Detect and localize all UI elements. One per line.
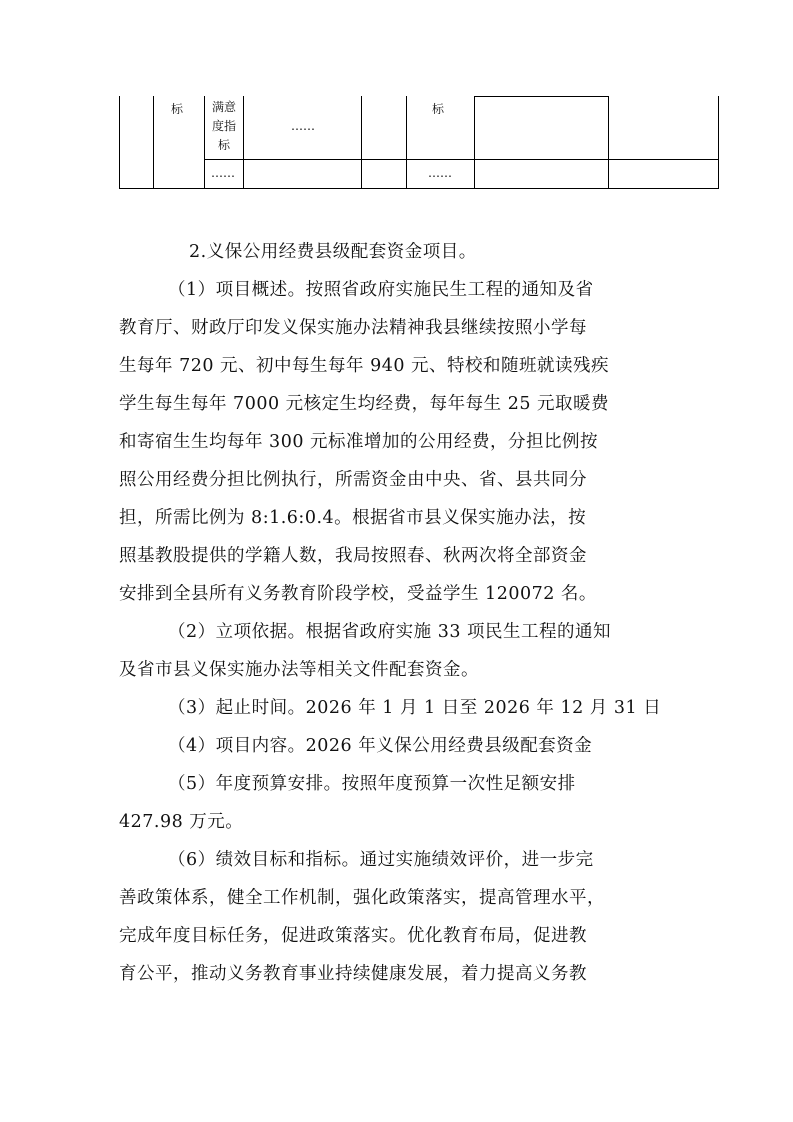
table-col-divider [243, 96, 244, 188]
performance-table-fragment [0, 0, 793, 200]
paragraph-period: （3）起止时间。2026 年 1 月 1 日至 2026 年 12 月 31 日 [168, 698, 662, 718]
table-col-divider [204, 96, 205, 188]
table-border-left [119, 96, 120, 188]
table-cell: 标 [432, 102, 445, 116]
paragraph-project-basis: （2）立项依据。根据省政府实施 33 项民生工程的通知 及省市县义保实施办法等相关文件配套资金。 [119, 622, 612, 680]
table-cell-metric-name: 满意 度指 标 [211, 100, 236, 152]
table-border-right [718, 96, 719, 188]
section-heading: 2.义保公用经费县级配套资金项目。 [189, 242, 477, 262]
table-cell-metric-value: …… [291, 119, 315, 133]
table-cell: 标 [171, 102, 184, 116]
table-cell: …… [211, 166, 235, 180]
table-line [474, 96, 609, 97]
table-col-divider [608, 96, 609, 188]
paragraph-content: （4）项目内容。2026 年义保公用经费县级配套资金 [168, 736, 593, 756]
table-col-divider [361, 96, 362, 188]
table-col-divider [406, 96, 407, 188]
table-col-divider [153, 96, 154, 188]
table-line [204, 159, 719, 160]
table-bottom-border [119, 188, 719, 189]
table-cell: …… [428, 166, 452, 180]
table-col-divider [474, 96, 475, 188]
paragraph-budget: （5）年度预算安排。按照年度预算一次性足额安排 427.98 万元。 [119, 774, 576, 832]
paragraph-performance-goals: （6）绩效目标和指标。通过实施绩效评价，进一步完 善政策体系，健全工作机制，强化政策落实，提高管理水平， 完成年度目标任务，促进政策落实。优化教育布局，促进教 育公平，推动义务教育事业持续健康发展，着力提高义务教 [119, 850, 605, 984]
paragraph-project-overview: （1）项目概述。按照省政府实施民生工程的通知及省 教育厅、财政厅印发义保实施办法精神我县继续按照小学每 生每年 720 元、初中每生每年 940 元、特校和随班就读残疾 学生每生每年 7000 元核定生均经费，每年每生 25 元取暖费 和寄宿生生均每年 300 元标准增加的公用经费，分担比例按 照公用经费分担比例执行，所需资金由中央、省、县共同分 担，所需比例为 8:1.6:0.4。根据省市县义保实施办法，按 照基教股提供的学籍人数，我局按照春、秋两次将全部资金 安排到全县所有义务教育阶段学校，受益学生 120072 名。 [119, 280, 610, 604]
